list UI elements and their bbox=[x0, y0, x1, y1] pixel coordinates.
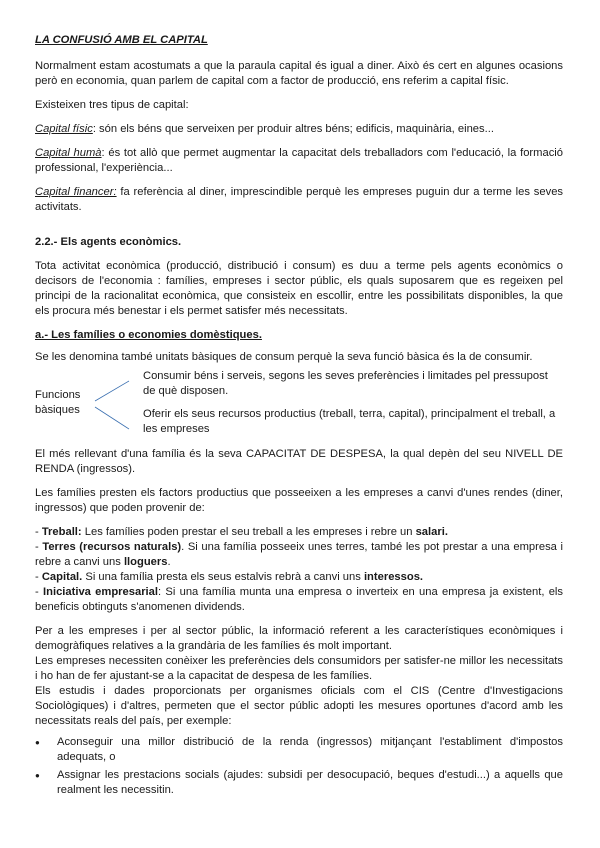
branch-line-down bbox=[95, 407, 129, 429]
factor-return: salari. bbox=[415, 526, 448, 538]
capital-types-intro: Existeixen tres tipus de capital: bbox=[35, 99, 189, 111]
factor-text: : Si una família munta una empresa o inverteix en una empresa ja existent, els beneficis obtinguts s'anomenen dividends. bbox=[35, 586, 563, 613]
capital-type-financial bbox=[35, 185, 563, 215]
factor-name: Treball: bbox=[41, 526, 82, 538]
factor-prefix: - bbox=[35, 541, 43, 553]
closing-paragraph-3: Els estudis i dades proporcionats per organismes oficials com el CIS (Centre d'Investigacions Sociològiques) i d'altres, permeten que el sector públic adopti les mesures oportunes d'acord amb les necessitats reals del país, per exemple: bbox=[35, 685, 563, 727]
factor-text: Les famílies poden prestar el seu treball a les empreses i rebre un bbox=[81, 526, 416, 538]
definition-capital-huma: : és tot allò que permet augmentar la capacitat dels treballadors com l'educació, la formació professional, l'experiència... bbox=[35, 147, 563, 174]
functions-label-line2: bàsiques bbox=[35, 404, 80, 416]
factor-text: . Si una família posseeix unes terres, també les pot prestar a una empresa i rebre a canvi uns bbox=[35, 541, 563, 568]
function-item-consume: Consumir béns i serveis, segons les seves preferències i limitades pel pressupost de què disposen. bbox=[143, 370, 548, 397]
factor-item bbox=[35, 570, 563, 585]
agents-paragraph: Tota activitat econòmica (producció, distribució i consum) es duu a terme pels agents econòmics o decisors de l'economia : famílies, empreses i sector públic, els quals suposarem que es regeixen pel principi de la racionalitat econòmica, que consisteix en escollir, entre les possibilitats disponibles, la que els procura més benestar i els permet satisfer més necessitats. bbox=[35, 260, 563, 317]
factor-item bbox=[35, 540, 563, 570]
branch-line-up bbox=[95, 381, 129, 401]
section-heading-agents: 2.2.- Els agents econòmics. bbox=[35, 236, 182, 248]
factor-return: interessos. bbox=[363, 571, 424, 583]
intro-paragraph: Normalment estam acostumats a que la paraula capital és igual a diner. Això és cert en algunes ocasions però en economia, quan parlem de capital com a factor de producció, ens referim a capital físic. bbox=[35, 60, 563, 87]
document-page bbox=[35, 33, 563, 801]
factor-return: lloguers bbox=[123, 556, 168, 568]
closing-paragraph-1: Per a les empreses i per al sector públic, la informació referent a les característiques econòmiques i demogràfiques relatives a la grandària de les famílies és molt important. bbox=[35, 625, 563, 652]
function-item-offer: Oferir els seus recursos productius (treball, terra, capital), principalment el treball, a les empreses bbox=[143, 408, 556, 435]
factor-prefix: - bbox=[35, 526, 42, 538]
capital-type-human bbox=[35, 146, 563, 176]
factor-item bbox=[35, 585, 563, 615]
bullet-item: ● Assignar les prestacions socials (ajudes: subsidi per desocupació, beques d'estudi...) a aquells que realment les necessitin. bbox=[35, 768, 563, 798]
bullet-item: ● Aconseguir una millor distribució de la renda (ingressos) mitjançant l'establiment d'impostos adequats, o bbox=[35, 735, 563, 765]
branch-lines bbox=[93, 373, 133, 433]
term-capital-financer: Capital financer: bbox=[35, 186, 117, 198]
subsection-heading-families: a.- Les famílies o economies domèstiques. bbox=[35, 329, 262, 341]
factor-name: Iniciativa empresarial bbox=[43, 586, 158, 598]
factors-paragraph: Les famílies presten els factors productius que posseeixen a les empreses a canvi d'unes rendes (diner, ingressos) que poden provenir de: bbox=[35, 487, 563, 514]
term-capital-huma: Capital humà bbox=[35, 147, 102, 159]
factor-name: Capital. bbox=[41, 571, 83, 583]
document-title: LA CONFUSIÓ AMB EL CAPITAL bbox=[35, 34, 208, 46]
factor-item bbox=[35, 525, 563, 540]
factor-prefix: - bbox=[35, 586, 44, 598]
closing-paragraph-2: Les empreses necessiten conèixer les preferències dels consumidors per satisfer-ne millor les necessitats i ho han de fer ajustant-se a la capacitat de despesa de les famílies. bbox=[35, 655, 563, 682]
factors-list bbox=[35, 525, 563, 615]
basic-functions-diagram bbox=[35, 369, 563, 441]
factor-prefix: - bbox=[35, 571, 42, 583]
capital-type-physical bbox=[35, 122, 563, 137]
spending-capacity-paragraph: El més rellevant d'una família és la seva CAPACITAT DE DESPESA, la qual depèn del seu NIVELL DE RENDA (ingressos). bbox=[35, 448, 563, 475]
functions-label-line1: Funcions bbox=[35, 389, 81, 401]
examples-list bbox=[35, 735, 563, 798]
factor-text: Si una família presta els seus estalvis rebrà a canvi uns bbox=[82, 571, 364, 583]
factor-tail: . bbox=[167, 556, 171, 568]
factor-name: Terres (recursos naturals) bbox=[42, 541, 182, 553]
definition-capital-financer: fa referència al diner, imprescindible perquè les empreses puguin dur a terme les seves activitats. bbox=[35, 186, 564, 213]
functions-label bbox=[35, 388, 95, 418]
definition-capital-fisic: : són els béns que serveixen per produir altres béns; edificis, maquinària, eines... bbox=[92, 123, 494, 135]
families-paragraph: Se les denomina també unitats bàsiques de consum perquè la seva funció bàsica és la de consumir. bbox=[35, 351, 533, 363]
term-capital-fisic: Capital físic bbox=[35, 123, 93, 135]
